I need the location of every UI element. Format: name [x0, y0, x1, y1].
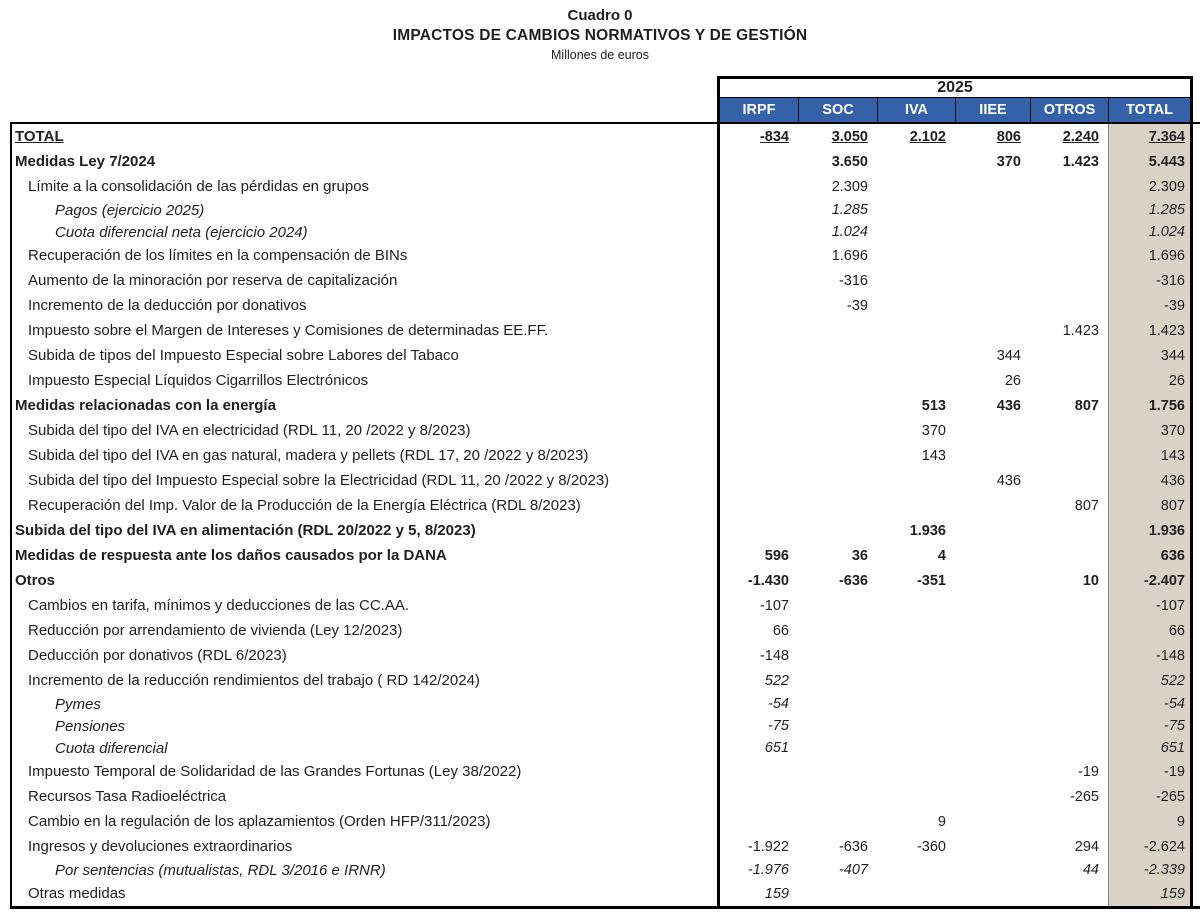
- cell-iiee: [955, 543, 1030, 568]
- cell-iva: [877, 759, 955, 784]
- cell-iva: [877, 368, 955, 393]
- cell-total: -148: [1108, 643, 1193, 668]
- table-row: [10, 643, 1200, 668]
- cell-total: -107: [1108, 593, 1193, 618]
- cell-otros: [1030, 693, 1108, 715]
- cell-irpf: [717, 293, 798, 318]
- cell-total: 636: [1108, 543, 1193, 568]
- table-row: [10, 737, 1200, 759]
- page-title: IMPACTOS DE CAMBIOS NORMATIVOS Y DE GESTIÓN: [392, 27, 808, 44]
- cell-total: 143: [1108, 443, 1193, 468]
- cell-irpf: -75: [717, 715, 798, 737]
- cell-iva: [877, 593, 955, 618]
- row-label: Por sentencias (mutualistas, RDL 3/2016 e IRNR): [10, 859, 717, 881]
- row-label: Pymes: [10, 693, 717, 715]
- cell-otros: 44: [1082, 862, 1099, 878]
- cell-total: -75: [1108, 715, 1193, 737]
- table-row: [10, 343, 1200, 368]
- column-header-iiee: IIEE: [955, 98, 1030, 122]
- row-label: Subida del tipo del IVA en alimentación (RDL 20/2022 y 5, 8/2023): [10, 518, 717, 543]
- table-row: [10, 593, 1200, 618]
- row-label: Otros: [10, 568, 717, 593]
- table-row: [10, 443, 1200, 468]
- row-label: Cuota diferencial: [10, 737, 717, 759]
- cell-soc: 1.024: [831, 224, 868, 240]
- cell-total: 1.696: [1108, 243, 1193, 268]
- cell-iva: 1.936: [909, 522, 946, 539]
- table-row: [10, 124, 1200, 149]
- cell-otros: [1030, 293, 1108, 318]
- cell-iiee: [955, 293, 1030, 318]
- cell-otros: [1030, 221, 1108, 243]
- table-row: [10, 268, 1200, 293]
- cell-soc: -39: [847, 297, 868, 314]
- cell-iva: [877, 643, 955, 668]
- cell-otros: [1030, 174, 1108, 199]
- year-header: 2025: [717, 76, 1193, 98]
- cell-soc: [798, 593, 877, 618]
- cell-iiee: 806: [996, 128, 1021, 145]
- cell-iva: [877, 149, 955, 174]
- cell-irpf: [717, 784, 798, 809]
- cell-iva: [877, 199, 955, 221]
- table-row: [10, 834, 1200, 859]
- cell-otros: [1030, 243, 1108, 268]
- column-header-iva: IVA: [877, 98, 955, 122]
- cell-otros: 807: [1074, 397, 1099, 414]
- cell-otros: [1030, 668, 1108, 693]
- cell-soc: [798, 737, 877, 759]
- cell-iiee: [955, 715, 1030, 737]
- column-header-row: [10, 98, 1200, 122]
- cell-otros: [1030, 518, 1108, 543]
- cell-iiee: [955, 443, 1030, 468]
- cell-total: -39: [1108, 293, 1193, 318]
- cell-iiee: [955, 243, 1030, 268]
- cell-iiee: 370: [996, 153, 1021, 170]
- cell-iva: [877, 881, 955, 906]
- cell-otros: [1030, 737, 1108, 759]
- table-row: [10, 174, 1200, 199]
- cell-iiee: 436: [996, 472, 1021, 489]
- cell-iva: [877, 737, 955, 759]
- cell-soc: [798, 318, 877, 343]
- cell-irpf: [717, 149, 798, 174]
- cell-soc: [798, 518, 877, 543]
- cell-irpf: [717, 268, 798, 293]
- cell-soc: 3.050: [831, 128, 868, 145]
- cell-iiee: 26: [1004, 372, 1021, 389]
- row-label: Cambio en la regulación de los aplazamientos (Orden HFP/311/2023): [10, 809, 717, 834]
- cell-iiee: [955, 693, 1030, 715]
- cell-soc: [798, 493, 877, 518]
- row-label: Recursos Tasa Radioeléctrica: [10, 784, 717, 809]
- cell-soc: -636: [838, 572, 868, 589]
- cell-irpf: [717, 759, 798, 784]
- table-row: [10, 318, 1200, 343]
- cell-iiee: [955, 834, 1030, 859]
- cell-total: 344: [1108, 343, 1193, 368]
- cell-otros: [1030, 418, 1108, 443]
- cell-irpf: -148: [717, 643, 798, 668]
- cell-total: 66: [1108, 618, 1193, 643]
- table-row: [10, 221, 1200, 243]
- row-label: Reducción por arrendamiento de vivienda (Ley 12/2023): [10, 618, 717, 643]
- cell-irpf: [717, 199, 798, 221]
- cell-total: 26: [1108, 368, 1193, 393]
- cell-total: 1.756: [1108, 393, 1193, 418]
- cell-iiee: [955, 759, 1030, 784]
- cell-otros: [1030, 468, 1108, 493]
- table-row: [10, 784, 1200, 809]
- cell-total: -19: [1108, 759, 1193, 784]
- cell-iiee: [955, 784, 1030, 809]
- cell-total: 159: [1108, 881, 1193, 906]
- cell-iva: [877, 693, 955, 715]
- cell-iva: [877, 221, 955, 243]
- cell-soc: [798, 715, 877, 737]
- cell-soc: [798, 618, 877, 643]
- cell-iva: [877, 268, 955, 293]
- column-header-otros: OTROS: [1030, 98, 1108, 122]
- cell-otros: [1030, 199, 1108, 221]
- table-row: [10, 759, 1200, 784]
- cell-iiee: [955, 668, 1030, 693]
- cell-otros: 2.240: [1062, 128, 1099, 145]
- cell-iva: 370: [921, 422, 946, 439]
- cell-otros: [1030, 809, 1108, 834]
- cell-iiee: [955, 268, 1030, 293]
- cell-total: 807: [1108, 493, 1193, 518]
- cell-irpf: [717, 174, 798, 199]
- table-row: [10, 468, 1200, 493]
- table-row: [10, 693, 1200, 715]
- cell-soc: [798, 693, 877, 715]
- cell-total: 5.443: [1108, 149, 1193, 174]
- cell-soc: [798, 393, 877, 418]
- cell-irpf: [717, 443, 798, 468]
- row-label: Cambios en tarifa, mínimos y deducciones de las CC.AA.: [10, 593, 717, 618]
- table-row: [10, 668, 1200, 693]
- cell-soc: 1.696: [831, 247, 868, 264]
- cell-otros: 10: [1082, 572, 1099, 589]
- cell-iva: 2.102: [909, 128, 946, 145]
- cell-total: 7.364: [1108, 124, 1193, 149]
- cell-soc: [798, 343, 877, 368]
- cell-irpf: -1.922: [717, 834, 798, 859]
- table-number: Cuadro 0: [567, 7, 633, 24]
- impacts-table: [10, 76, 1200, 909]
- cell-irpf: 66: [717, 618, 798, 643]
- cell-iiee: [955, 199, 1030, 221]
- cell-iva: [877, 859, 955, 881]
- cell-iva: [877, 343, 955, 368]
- row-label: Subida del tipo del IVA en gas natural, madera y pellets (RDL 17, 20 /2022 y 8/2023): [10, 443, 717, 468]
- cell-total: 370: [1108, 418, 1193, 443]
- cell-iva: -351: [916, 572, 946, 589]
- cell-soc: -407: [838, 862, 868, 878]
- cell-irpf: -1.430: [717, 568, 798, 593]
- table-row: [10, 418, 1200, 443]
- cell-iiee: [955, 737, 1030, 759]
- cell-soc: 1.285: [831, 202, 868, 218]
- cell-total: 522: [1108, 668, 1193, 693]
- table-row: [10, 881, 1200, 906]
- cell-soc: [798, 368, 877, 393]
- table-row: [10, 518, 1200, 543]
- cell-iiee: [955, 881, 1030, 906]
- cell-iiee: [955, 859, 1030, 881]
- cell-otros: [1030, 268, 1108, 293]
- cell-iva: -360: [916, 838, 946, 855]
- row-label: Medidas Ley 7/2024: [10, 149, 717, 174]
- row-label: Medidas relacionadas con la energía: [10, 393, 717, 418]
- table-row: [10, 149, 1200, 174]
- column-header-soc: SOC: [798, 98, 877, 122]
- column-header-total: TOTAL: [1108, 98, 1193, 122]
- cell-iva: 9: [937, 813, 946, 830]
- cell-iiee: [955, 643, 1030, 668]
- cell-soc: -316: [838, 272, 868, 289]
- cell-total: 1.936: [1108, 518, 1193, 543]
- cell-iva: [877, 174, 955, 199]
- cell-otros: -19: [1078, 763, 1099, 780]
- row-label: Pensiones: [10, 715, 717, 737]
- row-label: Deducción por donativos (RDL 6/2023): [10, 643, 717, 668]
- cell-soc: [798, 643, 877, 668]
- cell-soc: [798, 809, 877, 834]
- row-label: Medidas de respuesta ante los daños causados por la DANA: [10, 543, 717, 568]
- cell-total: -265: [1108, 784, 1193, 809]
- table-row: [10, 293, 1200, 318]
- cell-irpf: [717, 318, 798, 343]
- cell-otros: [1030, 368, 1108, 393]
- cell-otros: [1030, 643, 1108, 668]
- cell-iiee: [955, 518, 1030, 543]
- cell-soc: [798, 881, 877, 906]
- row-label: Límite a la consolidación de las pérdidas en grupos: [10, 174, 717, 199]
- row-label: Cuota diferencial neta (ejercicio 2024): [10, 221, 717, 243]
- cell-total: -2.339: [1108, 859, 1193, 881]
- table-row: [10, 243, 1200, 268]
- row-label: TOTAL: [10, 124, 717, 149]
- cell-total: 2.309: [1108, 174, 1193, 199]
- table-row: [10, 715, 1200, 737]
- report-header: [0, 0, 1200, 64]
- cell-soc: [798, 668, 877, 693]
- column-header-spacer: [10, 98, 717, 122]
- row-label: Subida del tipo del IVA en electricidad (RDL 11, 20 /2022 y 8/2023): [10, 418, 717, 443]
- cell-irpf: [717, 343, 798, 368]
- cell-iiee: [955, 593, 1030, 618]
- cell-soc: [798, 418, 877, 443]
- cell-iva: [877, 468, 955, 493]
- cell-iiee: 344: [996, 347, 1021, 364]
- row-label: Impuesto Especial Líquidos Cigarrillos Electrónicos: [10, 368, 717, 393]
- cell-otros: 807: [1074, 497, 1099, 514]
- cell-irpf: 596: [717, 543, 798, 568]
- row-label: Impuesto Temporal de Solidaridad de las Grandes Fortunas (Ley 38/2022): [10, 759, 717, 784]
- cell-irpf: -107: [717, 593, 798, 618]
- year-header-spacer: [10, 76, 717, 98]
- cell-iiee: [955, 418, 1030, 443]
- cell-irpf: 159: [717, 881, 798, 906]
- row-label: Pagos (ejercicio 2025): [10, 199, 717, 221]
- cell-irpf: [717, 468, 798, 493]
- cell-iva: [877, 493, 955, 518]
- cell-iva: [877, 618, 955, 643]
- cell-soc: 2.309: [831, 178, 868, 195]
- cell-total: 436: [1108, 468, 1193, 493]
- table-body: [10, 122, 1200, 909]
- cell-otros: [1030, 881, 1108, 906]
- cell-iva: 4: [937, 547, 946, 564]
- cell-otros: [1030, 543, 1108, 568]
- row-label: Incremento de la deducción por donativos: [10, 293, 717, 318]
- cell-total: -316: [1108, 268, 1193, 293]
- cell-iiee: [955, 493, 1030, 518]
- cell-iva: [877, 318, 955, 343]
- row-label: Subida del tipo del Impuesto Especial sobre la Electricidad (RDL 11, 20 /2022 y 8/2023): [10, 468, 717, 493]
- cell-total: 9: [1108, 809, 1193, 834]
- cell-iva: 143: [921, 447, 946, 464]
- cell-otros: 1.423: [1062, 153, 1099, 170]
- row-label: Incremento de la reducción rendimientos del trabajo ( RD 142/2024): [10, 668, 717, 693]
- row-label: Subida de tipos del Impuesto Especial sobre Labores del Tabaco: [10, 343, 717, 368]
- table-row: [10, 493, 1200, 518]
- cell-otros: 1.423: [1062, 322, 1099, 339]
- cell-irpf: [717, 418, 798, 443]
- cell-total: 1.285: [1108, 199, 1193, 221]
- cell-iva: [877, 784, 955, 809]
- cell-otros: [1030, 715, 1108, 737]
- cell-irpf: 522: [717, 668, 798, 693]
- cell-soc: [798, 468, 877, 493]
- table-row: [10, 568, 1200, 593]
- cell-iiee: 436: [996, 397, 1021, 414]
- cell-irpf: 651: [717, 737, 798, 759]
- cell-iva: [877, 293, 955, 318]
- cell-iiee: [955, 221, 1030, 243]
- cell-irpf: [717, 221, 798, 243]
- cell-otros: [1030, 593, 1108, 618]
- cell-irpf: [717, 518, 798, 543]
- cell-irpf: -1.976: [717, 859, 798, 881]
- cell-total: 1.024: [1108, 221, 1193, 243]
- cell-irpf: -834: [717, 124, 798, 149]
- cell-soc: 3.650: [831, 153, 868, 170]
- year-header-row: [10, 76, 1200, 98]
- page-subtitle: Millones de euros: [551, 48, 649, 62]
- cell-iiee: [955, 318, 1030, 343]
- cell-iva: 513: [921, 397, 946, 414]
- cell-otros: [1030, 443, 1108, 468]
- cell-irpf: [717, 493, 798, 518]
- cell-iiee: [955, 174, 1030, 199]
- cell-total: -2.624: [1108, 834, 1193, 859]
- cell-otros: [1030, 343, 1108, 368]
- row-label: Impuesto sobre el Margen de Intereses y Comisiones de determinadas EE.FF.: [10, 318, 717, 343]
- cell-irpf: [717, 809, 798, 834]
- cell-total: 651: [1108, 737, 1193, 759]
- row-label: Recuperación del Imp. Valor de la Producción de la Energía Eléctrica (RDL 8/2023): [10, 493, 717, 518]
- table-row: [10, 618, 1200, 643]
- cell-otros: -265: [1069, 788, 1099, 805]
- cell-soc: [798, 759, 877, 784]
- table-row: [10, 859, 1200, 881]
- cell-irpf: [717, 368, 798, 393]
- row-label: Aumento de la minoración por reserva de capitalización: [10, 268, 717, 293]
- cell-total: -54: [1108, 693, 1193, 715]
- cell-iva: [877, 668, 955, 693]
- cell-soc: [798, 784, 877, 809]
- cell-irpf: -54: [717, 693, 798, 715]
- cell-otros: [1030, 618, 1108, 643]
- cell-irpf: [717, 243, 798, 268]
- column-header-irpf: IRPF: [717, 98, 798, 122]
- cell-total: -2.407: [1108, 568, 1193, 593]
- table-row: [10, 393, 1200, 418]
- table-row: [10, 199, 1200, 221]
- table-row: [10, 368, 1200, 393]
- cell-soc: -636: [838, 838, 868, 855]
- table-row: [10, 543, 1200, 568]
- row-label: Recuperación de los límites en la compensación de BINs: [10, 243, 717, 268]
- cell-soc: [798, 443, 877, 468]
- cell-otros: 294: [1074, 838, 1099, 855]
- cell-iiee: [955, 618, 1030, 643]
- row-label: Otras medidas: [10, 881, 717, 906]
- cell-soc: 36: [851, 547, 868, 564]
- cell-iva: [877, 715, 955, 737]
- cell-iiee: [955, 568, 1030, 593]
- cell-total: 1.423: [1108, 318, 1193, 343]
- cell-iiee: [955, 809, 1030, 834]
- table-row: [10, 809, 1200, 834]
- row-label: Ingresos y devoluciones extraordinarios: [10, 834, 717, 859]
- cell-irpf: [717, 393, 798, 418]
- cell-iva: [877, 243, 955, 268]
